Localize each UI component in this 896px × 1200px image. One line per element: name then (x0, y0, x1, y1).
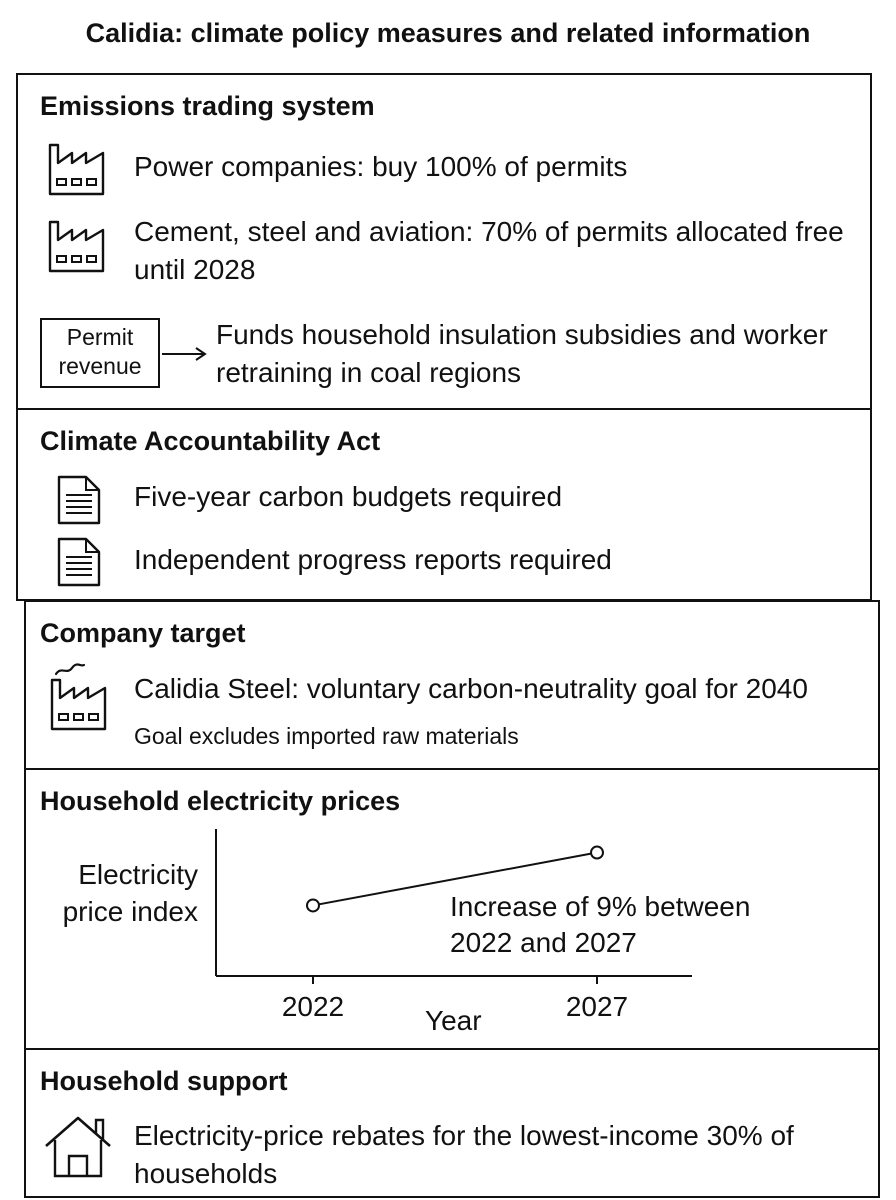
x-tick-label: 2022 (281, 991, 345, 1022)
ets-industry-text: Cement, steel and aviation: 70% of permits allocated free until 2028 (134, 216, 844, 285)
support-text: Electricity-price rebates for the lowest-income 30% of households (134, 1120, 794, 1189)
company-goal-text: Calidia Steel: voluntary carbon-neutrality goal for 2040 (134, 673, 808, 704)
data-point (591, 847, 603, 859)
act-reports-text: Independent progress reports required (134, 544, 612, 575)
x-tick-label: 2027 (565, 991, 629, 1022)
x-axis-label: Year (425, 1005, 482, 1036)
permit-revenue-line2: revenue (58, 353, 142, 379)
ets-heading: Emissions trading system (40, 91, 375, 121)
revenue-use-text: Funds household insulation subsidies and worker retraining in coal regions (216, 319, 828, 388)
support-panel (24, 1048, 880, 1198)
chart-annotation-line1: Increase of 9% between (450, 891, 751, 922)
company-heading: Company target (40, 618, 246, 648)
company-note-text: Goal excludes imported raw materials (134, 723, 519, 749)
page-title: Calidia: climate policy measures and related information (85, 18, 811, 48)
chart-annotation-line2: 2022 and 2027 (450, 927, 637, 958)
act-heading: Climate Accountability Act (40, 426, 381, 456)
permit-revenue-line1: Permit (66, 324, 134, 350)
support-heading: Household support (40, 1066, 288, 1096)
y-axis-label-line2: price index (62, 896, 198, 927)
data-point (307, 899, 319, 911)
y-axis-label-line1: Electricity (78, 859, 198, 890)
ets-power-text: Power companies: buy 100% of permits (134, 151, 628, 182)
act-budgets-text: Five-year carbon budgets required (134, 481, 563, 512)
house-icon (42, 1114, 114, 1180)
prices-heading: Household electricity prices (40, 786, 401, 816)
